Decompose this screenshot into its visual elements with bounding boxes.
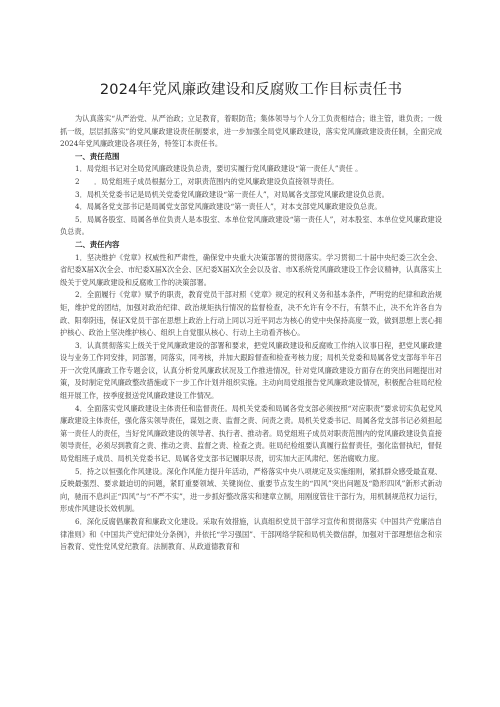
content-item: 2．全面履行《党章》赋予的职责，教育党员干部对照《党章》规定的权利义务和基本条件，严明党的纪律和政治规矩，维护党的团结，加强对政治纪律、政治规矩执行情况的监督检查，决不允许有令不行，有禁不止，决不允许各自为政、阳奉阴违，保证X党员干部在思想上政治上行动上同以习近平同志为核心的党中央保持高度一致，做到思想上衷心拥护核心、政治上坚决维护核心、组织上自觉服从核心、行动上主动看齐核心。 — [60, 290, 442, 338]
document-title: 2024年党风廉政建设和反腐败工作目标责任书 — [99, 82, 403, 98]
content-item: 5．持之以恒强化作风建设。深化作风能力提升年活动，严格落实中央八项规定及实施细则，紧抓群众感受最直观、反映最强烈、要求最迫切的问题，紧盯重要领域、关键岗位、重要节点发生的“四风”突出问题及“隐形四风”新形式新动向，驰而不息纠正“四风”与“不严不实”，进一步抓好整改落实和建章立制，用刚度管住干部行为，用机制规范权力运行，形成作风建设长效机制。 — [60, 466, 442, 514]
content-item: 1．坚决维护《党章》权威性和严肃性，确保党中央重大决策部署的贯彻落实。学习贯彻二十届中央纪委三次全会、省纪委X届X次全会、市纪委X届X次全会、区纪委X届X次全会以及省、市X系统党风廉政建设工作会议精神，认真落实上级关于党风廉政建设和反腐败工作的决策部署。 — [60, 252, 442, 287]
section-heading-content: 二、责任内容 — [75, 239, 120, 249]
section-heading-scope: 一、责任范围 — [75, 151, 120, 161]
scope-item: 4．局属各党支部书记是局属党支部党风廉政建设“第一责任人”，对本支部党风廉政建设负总责。 — [75, 202, 382, 212]
scope-item: 3．局机关党委书记是局机关党委党风廉政建设“第一责任人”，对局属各支部党风廉政建设负总责。 — [75, 189, 389, 199]
content-item: 3．认真贯彻落实上级关于党风廉政建设的部署和要求，把党风廉政建设和反腐败工作纳入议事日程，把党风廉政建设与业务工作同安排，同部署，同落实，同考核，并加大跟踪督查和检查考核力度；局机关党委和局属各党支部每半年召开一次党风廉政工作专题会议，认真分析党风廉政状况及工作推进情况，针对党风廉政建设方面存在的突出问题提出对策，及时制定党风廉政整改措施或下一步工作计划并组织实施。主动向局党组报告党风廉政建设情况，积极配合驻局纪检组开展工作，按季度报送党风廉政建设工作情况。 — [60, 340, 442, 401]
intro-paragraph: 为认真落实“从严治党、从严治政；立足教育，着眼防范；集体领导与个人分工负责相结合；谁主管，谁负责；一级抓一级，层层抓落实”的党风廉政建设责任制要求，进一步加强全局党风廉政建设，落实党风廉政建设责任制，全面完成2024年党风廉政建设各项任务，特签订本责任书。 — [60, 114, 442, 149]
scope-item: 5．局属各股室、局属各单位负责人是本股室、本单位党风廉政建设“第一责任人”，对本股室、本单位党风廉政建设负总责。 — [60, 214, 442, 237]
scope-item: 2 ．局党组班子成员根据分工，对职责范围内的党风廉政建设负直接领导责任。 — [75, 176, 339, 186]
scope-item: 1．局党组书记对全局党风廉政建设负总责，要切实履行党风廉政建设“第一责任人”责任 。 — [75, 164, 363, 174]
content-item: 6．深化反腐倡廉教育和廉政文化建设。采取有效措施，认真组织党员干部学习宣传和贯彻落实《中国共产党廉洁自律准则》和《中国共产党纪律处分条例》，并依托“学习强国”、干部网络学院和局机关微信群，加强对干部理想信念和宗旨教育、党性党风党纪教育。法制教育、从政道德教育和 — [60, 517, 442, 552]
content-item: 4．全面落实党风廉政建设主体责任和监督责任。局机关党委和局属各党支部必须按照“对应职责”要求切实负起党风廉政建设主体责任，强化落实领导责任，谋划之责、监督之责、问责之责。局机关党委书记、局属各党支部书记必须担起第一责任人的责任，当好党风廉政建设的领导者、执行者、推动者。局党组班子成员对职责范围内的党风廉政建设负直接领导责任，必须尽到教育之责、推动之责、监督之责、检查之责。驻局纪检组要认真履行监督责任，强化监督执纪，督促局党组班子成员、局机关党委书记、局属各党支部书记履职尽责，切实加大正风肃纪、惩治腐败力度。 — [60, 403, 442, 464]
